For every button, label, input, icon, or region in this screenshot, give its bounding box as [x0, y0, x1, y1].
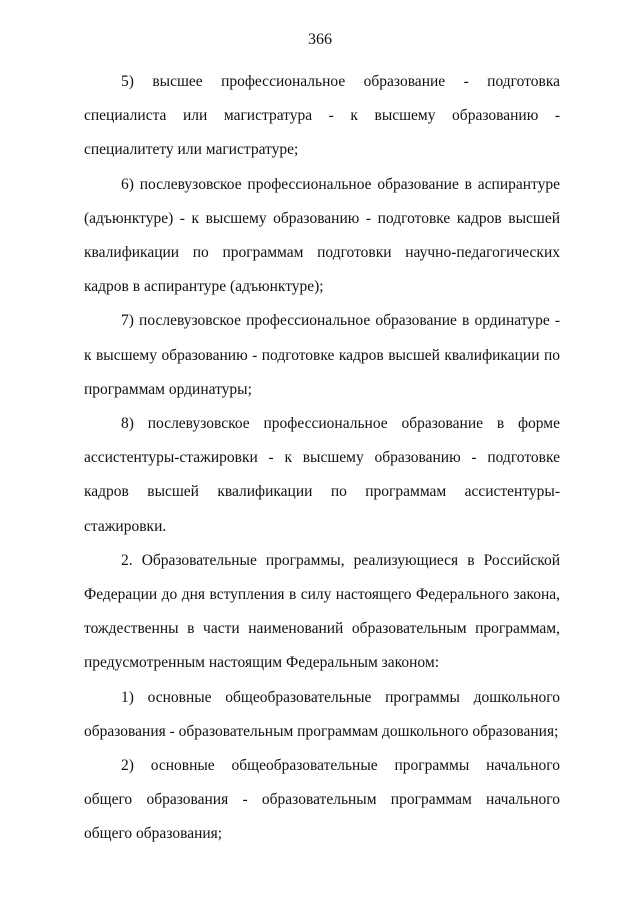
paragraph-item-7: 7) послевузовское профессиональное образование в ординатуре - к высшему образованию - подготовке кадров высшей квалификации по программам ординатуры; [84, 312, 560, 398]
paragraph-item-8: 8) послевузовское профессиональное образование в форме ассистентуры-стажировки - к высшему образованию - подготовке кадров высшей квалификации по программам ассистентуры-стажировки. [84, 415, 560, 535]
paragraph-item-5: 5) высшее профессиональное образование - подготовка специалиста или магистратура - к высшему образованию - специалитету или магистратуре; [84, 73, 560, 159]
paragraph-item-6: 6) послевузовское профессиональное образование в аспирантуре (адъюнктуре) - к высшему образованию - подготовке кадров высшей квалификации по программам подготовки научно-педагогических кадров в аспирантуре (адъюнктуре); [84, 175, 560, 296]
paragraph-subitem-1: 1) основные общеобразовательные программы дошкольного образования - образовательным программам дошкольного образования; [84, 688, 560, 740]
page-number: 366 [308, 31, 332, 48]
paragraph-subitem-2: 2) основные общеобразовательные программы начального общего образования - образовательным программам начального общего образования; [84, 757, 560, 843]
paragraph-section-2: 2. Образовательные программы, реализующиеся в Российской Федерации до дня вступления в силу настоящего Федерального закона, тождественны в части наименований образовательным программам, предусмотренным настоящим Федеральным законом: [84, 551, 560, 672]
document-body [84, 65, 560, 852]
